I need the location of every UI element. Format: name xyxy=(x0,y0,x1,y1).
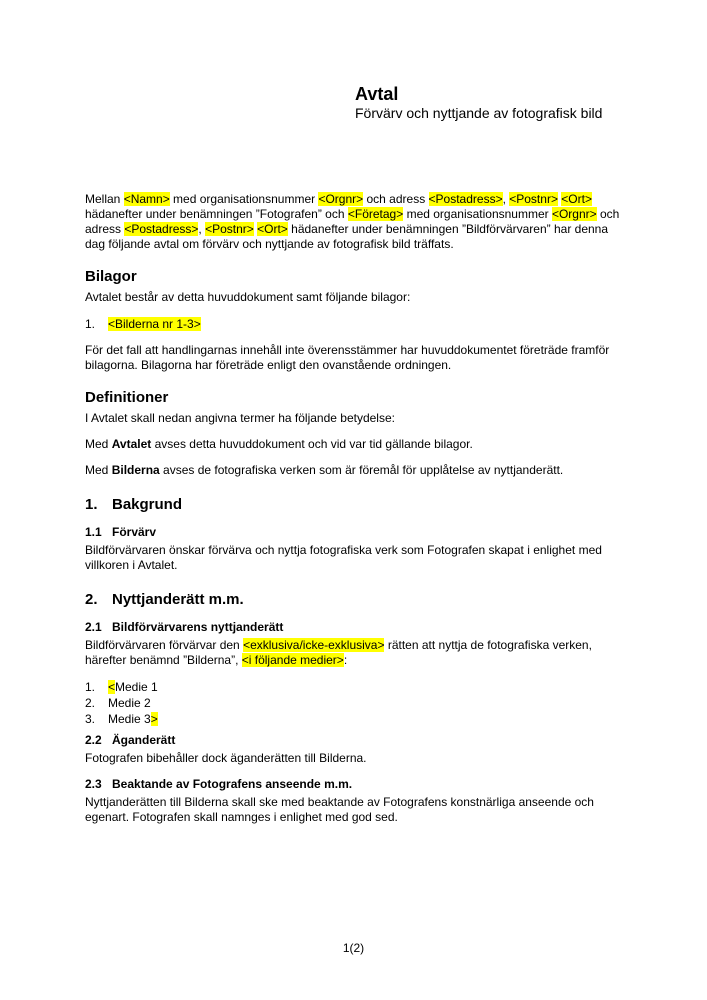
subsection-2-3-body: Nyttjanderätten till Bilderna skall ske med beaktande av Fotografens konstnärliga anseende och egenart. Fotografen skall namnges i enlighet med god sed. xyxy=(85,795,594,824)
list-item xyxy=(85,316,625,332)
section-number: 2. xyxy=(85,591,98,608)
document-subtitle: Förvärv och nyttjande av fotografisk bild xyxy=(355,105,603,121)
subsection-title: Äganderätt xyxy=(112,733,176,747)
section-1-heading xyxy=(85,495,625,514)
list-item xyxy=(85,679,625,695)
bilagor-note: För det fall att handlingarnas innehåll inte överensstämmer har huvuddokumentet företräde framför bilagorna. Bilagorna har företräde enligt den ovanstående ordningen. xyxy=(85,343,610,372)
title-block xyxy=(355,84,602,122)
subsection-title: Beaktande av Fotografens anseende m.m. xyxy=(112,777,353,791)
definitioner-intro: I Avtalet skall nedan angivna termer ha följande betydelse: xyxy=(85,411,395,425)
list-item-text: <Bilderna nr 1-3> xyxy=(108,317,201,331)
definition-bilderna: Med Bilderna avses de fotografiska verken som är föremål för upplåtelse av nyttjanderätt. xyxy=(85,463,564,477)
document-body xyxy=(85,192,625,836)
intro-paragraph: Mellan <Namn> med organisationsnummer <Orgnr> och adress <Postadress>, <Postnr> <Ort> hädanefter under benämningen ”Fotografen” och <Företag> med organisationsnummer <Orgnr> och adress <Postadress>, <Postnr> <Ort> hädanefter under benämningen ”Bildförvärvaren” har denna dag följande avtal om förvärv och nyttjande av fotografisk bild träffats. xyxy=(85,192,620,251)
subsection-2-1-heading xyxy=(85,620,625,635)
list-item-text: Medie 3> xyxy=(108,712,158,726)
list-item-number: 3. xyxy=(85,712,96,726)
section-title: Bakgrund xyxy=(112,496,183,513)
bilagor-list xyxy=(85,316,625,332)
media-list xyxy=(85,679,625,727)
document-title: Avtal xyxy=(355,84,399,104)
section-2-heading xyxy=(85,590,625,609)
subsection-1-1-heading xyxy=(85,525,625,540)
bilagor-heading: Bilagor xyxy=(85,268,137,285)
subsection-2-2-body: Fotografen bibehåller dock äganderätten till Bilderna. xyxy=(85,751,367,765)
list-item-number: 1. xyxy=(85,317,96,331)
section-number: 1. xyxy=(85,496,98,513)
list-item-number: 2. xyxy=(85,696,96,710)
definitioner-heading: Definitioner xyxy=(85,389,169,406)
list-item-text: <Medie 1 xyxy=(108,680,158,694)
subsection-number: 2.1 xyxy=(85,620,102,634)
subsection-number: 1.1 xyxy=(85,525,102,539)
subsection-title: Förvärv xyxy=(112,525,157,539)
list-item-text: Medie 2 xyxy=(108,696,151,710)
subsection-2-3-heading xyxy=(85,777,625,792)
list-item xyxy=(85,695,625,711)
subsection-number: 2.3 xyxy=(85,777,102,791)
subsection-number: 2.2 xyxy=(85,733,102,747)
page-number: 1(2) xyxy=(342,941,365,955)
definition-avtalet: Med Avtalet avses detta huvuddokument och vid var tid gällande bilagor. xyxy=(85,437,473,451)
subsection-2-1-body: Bildförvärvaren förvärvar den <exklusiva/icke-exklusiva> rätten att nyttja de fotografiska verken, härefter benämnd ”Bilderna”, <i följande medier>: xyxy=(85,638,592,667)
list-item xyxy=(85,711,625,727)
subsection-1-1-body: Bildförvärvaren önskar förvärva och nyttja fotografiska verk som Fotografen skapat i enlighet med villkoren i Avtalet. xyxy=(85,543,602,572)
section-title: Nyttjanderätt m.m. xyxy=(112,591,244,608)
subsection-2-2-heading xyxy=(85,733,625,748)
page-footer xyxy=(0,941,707,956)
bilagor-intro: Avtalet består av detta huvuddokument samt följande bilagor: xyxy=(85,290,411,304)
subsection-title: Bildförvärvarens nyttjanderätt xyxy=(112,620,284,634)
list-item-number: 1. xyxy=(85,680,96,694)
